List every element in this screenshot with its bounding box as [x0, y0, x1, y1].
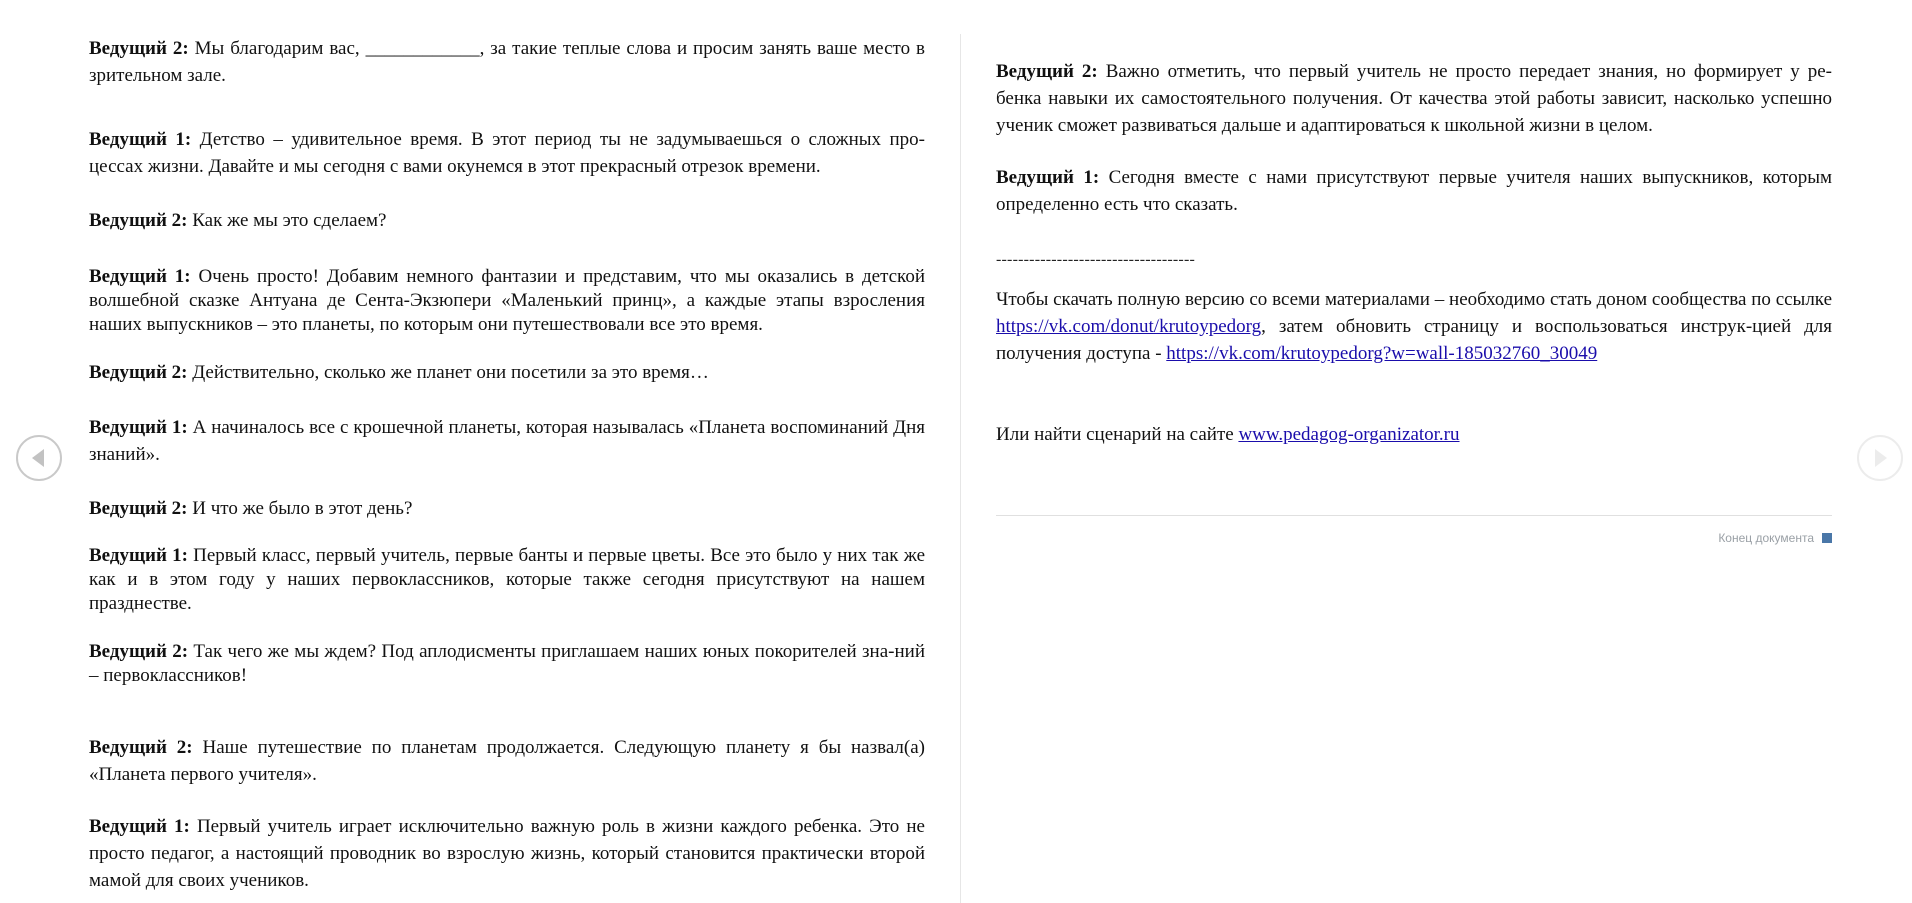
end-of-document-marker	[1822, 533, 1832, 543]
paragraph	[89, 544, 925, 616]
chevron-right-icon	[1859, 437, 1901, 479]
paragraph	[89, 813, 925, 894]
paragraph	[89, 126, 925, 180]
paragraph	[996, 164, 1832, 218]
paragraph	[89, 640, 925, 688]
site-link[interactable]: www.pedagog-organizator.ru	[1238, 424, 1460, 445]
speaker-label: Ведущий 2:	[89, 210, 188, 231]
donut-link[interactable]: https://vk.com/donut/krutoypedorg	[996, 316, 1262, 337]
speaker-label: Ведущий 1:	[89, 129, 192, 150]
end-of-document-label: Конец документа	[1718, 531, 1814, 545]
chevron-left-icon	[18, 437, 60, 479]
paragraph	[996, 58, 1832, 139]
speaker-label: Ведущий 1:	[89, 266, 191, 287]
site-paragraph	[996, 421, 1832, 448]
paragraph-text: Как же мы это сделаем?	[187, 210, 387, 231]
paragraph-text: Так чего же мы ждем? Под аплодисменты приглашаем наших юных покорителей зна-ний – первоклассников!	[89, 641, 925, 686]
speaker-label: Ведущий 2:	[89, 38, 189, 59]
paragraph	[89, 495, 925, 522]
speaker-label: Ведущий 2:	[89, 641, 189, 662]
paragraph	[89, 35, 925, 89]
speaker-label: Ведущий 2:	[89, 362, 188, 383]
speaker-label: Ведущий 2:	[89, 498, 188, 519]
speaker-label: Ведущий 2:	[996, 61, 1098, 82]
download-paragraph	[996, 286, 1832, 367]
paragraph	[89, 414, 925, 468]
paragraph-text: Сегодня вместе с нами присутствуют первые учителя наших выпускников, которым определенно есть что сказать.	[996, 167, 1832, 215]
paragraph-text: Первый класс, первый учитель, первые банты и первые цветы. Все это было у них так же как и в этом году у наших первоклассников, которые также сегодня присутствуют на нашем празднестве.	[89, 545, 926, 614]
speaker-label: Ведущий 1:	[89, 816, 190, 837]
end-of-document-rule	[996, 515, 1832, 516]
paragraph-text: Первый учитель играет исключительно важную роль в жизни каждого ребенка. Это не просто педагог, а настоящий проводник во взрослую жизнь, который становится практически второй мамой для своих учеников.	[89, 816, 925, 891]
speaker-label: Ведущий 1:	[89, 417, 188, 438]
paragraph	[89, 265, 925, 337]
paragraph-text: Детство – удивительное время. В этот период ты не задумываешься о сложных про-цессах жизни. Давайте и мы сегодня с вами окунемся в этот прекрасный отрезок времени.	[89, 129, 926, 177]
paragraph	[89, 734, 925, 788]
paragraph-text: Очень просто! Добавим немного фантазии и представим, что мы оказались в детской волшебной сказке Антуана де Сента-Экзюпери «Маленький принц», а каждые этапы взросления наших выпускников – это планеты, по которым они путешествовали все это время.	[89, 266, 925, 335]
paragraph-text: А начиналось все с крошечной планеты, которая называлась «Планета воспоминаний Дня знаний».	[89, 417, 925, 465]
speaker-label: Ведущий 2:	[89, 737, 193, 758]
wall-post-link[interactable]: https://vk.com/krutoypedorg?w=wall-185032760_30049	[1166, 343, 1598, 364]
prev-page-button[interactable]	[16, 435, 62, 481]
paragraph	[89, 207, 925, 234]
paragraph-text: И что же было в этот день?	[187, 498, 413, 519]
paragraph-text: Мы благодарим вас, ____________, за такие теплые слова и просим занять ваше место в зрительном зале.	[89, 38, 925, 86]
paragraph	[89, 359, 925, 386]
speaker-label: Ведущий 1:	[996, 167, 1100, 188]
document-page-right	[996, 0, 1832, 903]
paragraph-text: Наше путешествие по планетам продолжается. Следующую планету я бы назвал(а) «Планета первого учителя».	[89, 737, 925, 785]
download-text: Чтобы скачать полную версию со всеми материалами – необходимо стать доном сообщества по ссылке	[996, 289, 1832, 310]
paragraph-text: Действительно, сколько же планет они посетили за это время…	[187, 362, 709, 383]
next-page-button[interactable]	[1857, 435, 1903, 481]
separator-line: ------------------------------------	[996, 251, 1196, 268]
speaker-label: Ведущий 1:	[89, 545, 188, 566]
document-page-left	[89, 0, 925, 903]
site-text: Или найти сценарий на сайте	[996, 424, 1239, 445]
paragraph-text: Важно отметить, что первый учитель не просто передает знания, но формирует у ре-бенка навыки их самостоятельного получения. От качества этой работы зависит, насколько успешно ученик сможет развиваться дальше и адаптироваться к школьной жизни в целом.	[996, 61, 1832, 136]
download-text-continued: , затем обновить страницу и воспользоваться инструк-цией для получения доступа -	[996, 316, 1832, 364]
page-divider	[960, 34, 961, 903]
